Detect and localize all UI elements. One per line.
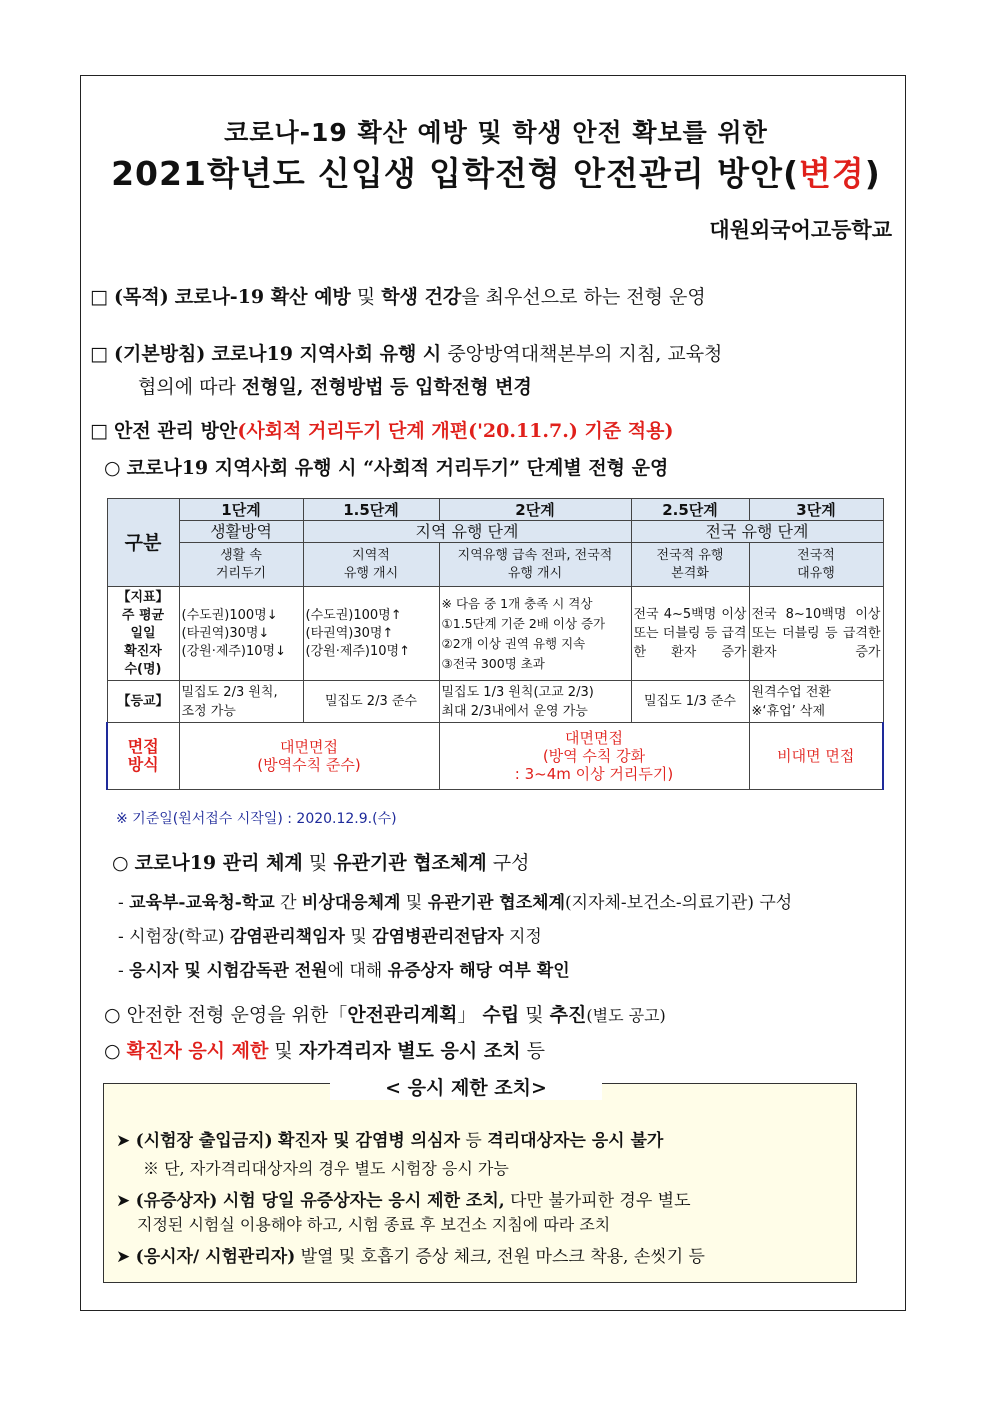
school-cell: 밀집도 1/3 준수 <box>631 681 749 723</box>
bullet-icon: ○ <box>104 1004 121 1026</box>
item-text: 및 <box>350 927 367 947</box>
checkbox-icon: □ <box>90 343 108 365</box>
restriction-line2: 지정된 시험실 이용해야 하고, 시험 종료 후 보건소 지침에 따라 조치 <box>137 1215 611 1234</box>
arrow-icon: ➤ <box>116 1247 131 1267</box>
doc-subtitle: 코로나-19 확산 예방 및 학생 안전 확보를 위한 <box>224 118 768 147</box>
school-name: 대원외국어고등학교 <box>709 218 892 242</box>
item-bold: 격리대상자는 응시 불가 <box>487 1131 664 1151</box>
system-item <box>118 956 570 981</box>
restriction-note: ※ 단, 자가격리대상자의 경우 별도 시험장 응시 가능 <box>143 1159 509 1178</box>
item-lead: (유증상자) <box>135 1191 218 1211</box>
indicator-line: (타권역)30명↓ <box>181 625 270 641</box>
indicator-line: ②2개 이상 권역 유행 지속 <box>441 635 586 651</box>
indicator-line: (강원·제주)10명↓ <box>181 643 287 659</box>
plan-m2: 및 <box>525 1004 544 1026</box>
purpose-tail: 을 최우선으로 하는 전형 운영 <box>461 286 706 308</box>
purpose-line <box>90 282 902 309</box>
indicator-line: (강원·제주)10명↑ <box>305 643 411 659</box>
indicator-line: ※ 다음 중 1개 충족 시 격상 <box>441 595 593 611</box>
plan-pre: 안전한 전형 운영을 위한「 <box>126 1004 348 1026</box>
title-highlight: 변경 <box>799 154 865 193</box>
school-cell: 밀집도 2/3 준수 <box>303 681 439 723</box>
item-bold: 비상대응체계 <box>301 893 401 913</box>
system-line <box>112 848 924 875</box>
restriction-item <box>116 1186 691 1211</box>
item-text: 발열 및 호흡기 증상 체크, 전원 마스크 착용, 손씻기 등 <box>300 1247 705 1267</box>
item-text: 에 대해 <box>327 961 383 981</box>
item-bold: 시험 당일 유증상자는 응시 제한 조치, <box>222 1191 505 1211</box>
arrow-icon: ➤ <box>116 1191 131 1211</box>
purpose-lead: (목적) <box>114 286 169 308</box>
item-text: 지정 <box>508 927 542 947</box>
purpose-mid: 및 <box>356 286 376 308</box>
bullet-icon: ○ <box>112 852 129 874</box>
item-text: 및 <box>405 893 423 913</box>
indicator-line: (타권역)30명↑ <box>305 625 394 641</box>
stage-desc: 지역유행 급속 전파, 전국적 유행 개시 <box>439 543 631 587</box>
policy-line2 <box>138 372 532 399</box>
indicator-cell <box>439 587 631 681</box>
item-bold: 교육부-교육청-학교 <box>129 893 275 913</box>
col-label: 구분 <box>107 499 179 587</box>
stage-header: 1.5단계 <box>303 499 439 521</box>
restrict-b: 자가격리자 별도 응시 조치 <box>298 1040 521 1062</box>
safety-line <box>90 416 902 443</box>
policy-line <box>90 339 902 366</box>
indicator-line: (수도권)100명↑ <box>305 607 402 623</box>
item-text: 등 <box>465 1131 482 1151</box>
base-date-note: ※ 기준일(원서접수 시작일) : 2020.12.9.(수) <box>116 811 397 827</box>
purpose-bold1: 코로나-19 확산 예방 <box>174 286 351 308</box>
safety-line2 <box>104 453 916 480</box>
checkbox-icon: □ <box>90 420 108 442</box>
policy-line2-pre: 협의에 따라 <box>138 376 236 398</box>
policy-line2-bold: 전형일, 전형방법 등 입학전형 변경 <box>241 376 532 398</box>
stage-desc: 전국적 대유행 <box>749 543 883 587</box>
dash: - <box>118 893 124 913</box>
plan-mid: 」 <box>457 1004 477 1026</box>
item-bold: 유증상자 해당 여부 확인 <box>387 961 570 981</box>
restrict-line <box>104 1036 916 1063</box>
item-text: (지자체-보건소-의료기관) 구성 <box>565 893 793 913</box>
plan-b2: 수립 <box>482 1004 520 1026</box>
stage-header: 3단계 <box>749 499 883 521</box>
safety-lead: 안전 관리 방안 <box>114 420 238 442</box>
group-header: 전국 유행 단계 <box>631 521 883 543</box>
arrow-icon: ➤ <box>116 1131 131 1151</box>
policy-lead: (기본방침) <box>114 343 206 365</box>
title-close: ) <box>864 154 881 193</box>
school-cell: 밀집도 2/3 원칙, 조정 가능 <box>179 681 303 723</box>
indicator-label: 【지표】 주 평균 일일 확진자 수(명) <box>107 587 179 681</box>
item-bold: 확진자 및 감염병 의심자 <box>278 1131 461 1151</box>
stage-desc: 전국적 유행 본격화 <box>631 543 749 587</box>
indicator-cell: 전국 4~5백명 이상 또는 더블링 등 급격한 환자 증가 <box>631 587 749 681</box>
stage-header: 2단계 <box>439 499 631 521</box>
interview-cell: 비대면 면접 <box>749 723 883 790</box>
stage-header: 1단계 <box>179 499 303 521</box>
checkbox-icon: □ <box>90 286 108 308</box>
stage-desc: 생활 속 거리두기 <box>179 543 303 587</box>
system-item <box>118 888 792 913</box>
bullet-icon: ○ <box>104 1040 121 1062</box>
restriction-item <box>116 1126 663 1151</box>
interview-label: 면접 방식 <box>107 723 179 790</box>
dash: - <box>118 927 124 947</box>
restrict-red: 확진자 응시 제한 <box>126 1040 269 1062</box>
restriction-item <box>116 1242 705 1267</box>
dash: - <box>118 961 124 981</box>
item-lead: (응시자/ 시험관리자) <box>135 1247 296 1267</box>
group-header: 생활방역 <box>179 521 303 543</box>
item-text: 다만 불가피한 경우 별도 <box>510 1191 691 1211</box>
item-bold: 감염병관리전담자 <box>372 927 504 947</box>
plan-t: (별도 공고) <box>586 1006 666 1025</box>
restrict-t: 등 <box>526 1040 545 1062</box>
policy-tail: 중앙방역대책본부의 지침, 교육청 <box>447 343 723 365</box>
plan-b3: 추진 <box>549 1004 587 1026</box>
safety-line2-text: 코로나19 지역사회 유행 시 “사회적 거리두기” 단계별 전형 운영 <box>126 457 669 479</box>
system-item <box>118 922 542 947</box>
school-cell: 원격수업 전환 ※‘휴업’ 삭제 <box>749 681 883 723</box>
bullet-icon: ○ <box>104 457 121 479</box>
safety-red: (사회적 거리두기 단계 개편('20.11.7.) 기준 적용) <box>237 420 674 442</box>
system-t1: 구성 <box>492 852 530 874</box>
item-text: 간 <box>280 893 297 913</box>
title-main: 2021학년도 신입생 입학전형 안전관리 방안( <box>111 154 800 193</box>
indicator-line: (수도권)100명↓ <box>181 607 278 623</box>
item-bold: 응시자 및 시험감독관 전원 <box>129 961 328 981</box>
item-bold: 유관기관 협조체계 <box>427 893 565 913</box>
school-label: 【등교】 <box>107 681 179 723</box>
plan-b1: 안전관리계획 <box>347 1004 458 1026</box>
school-cell: 밀집도 1/3 원칙(고교 2/3) 최대 2/3내에서 운영 가능 <box>439 681 631 723</box>
system-b1: 코로나19 관리 체계 <box>134 852 303 874</box>
restrict-m: 및 <box>274 1040 293 1062</box>
stage-table <box>106 498 884 790</box>
indicator-cell <box>303 587 439 681</box>
plan-line <box>104 1000 916 1027</box>
item-lead: (시험장 출입금지) <box>135 1131 273 1151</box>
indicator-line: ③전국 300명 초과 <box>441 655 545 671</box>
restriction-box-title: < 응시 제한 조치> <box>330 1073 602 1100</box>
item-text: 시험장(학교) <box>129 927 225 947</box>
indicator-cell <box>179 587 303 681</box>
indicator-line: ①1.5단계 기준 2배 이상 증가 <box>441 615 606 631</box>
indicator-cell: 전국 8~10백명 이상 또는 더블링 등 급격한 환자 증가 <box>749 587 883 681</box>
stage-header: 2.5단계 <box>631 499 749 521</box>
item-bold: 감염관리책임자 <box>229 927 345 947</box>
interview-cell: 대면면접 (방역수칙 준수) <box>179 723 439 790</box>
doc-title <box>0 148 992 195</box>
system-b2: 유관기관 협조체계 <box>333 852 487 874</box>
purpose-bold2: 학생 건강 <box>381 286 462 308</box>
interview-cell: 대면면접 (방역 수칙 강화 : 3~4m 이상 거리두기) <box>439 723 749 790</box>
policy-bold: 코로나19 지역사회 유행 시 <box>211 343 442 365</box>
stage-desc: 지역적 유행 개시 <box>303 543 439 587</box>
group-header: 지역 유행 단계 <box>303 521 631 543</box>
system-m1: 및 <box>308 852 328 874</box>
